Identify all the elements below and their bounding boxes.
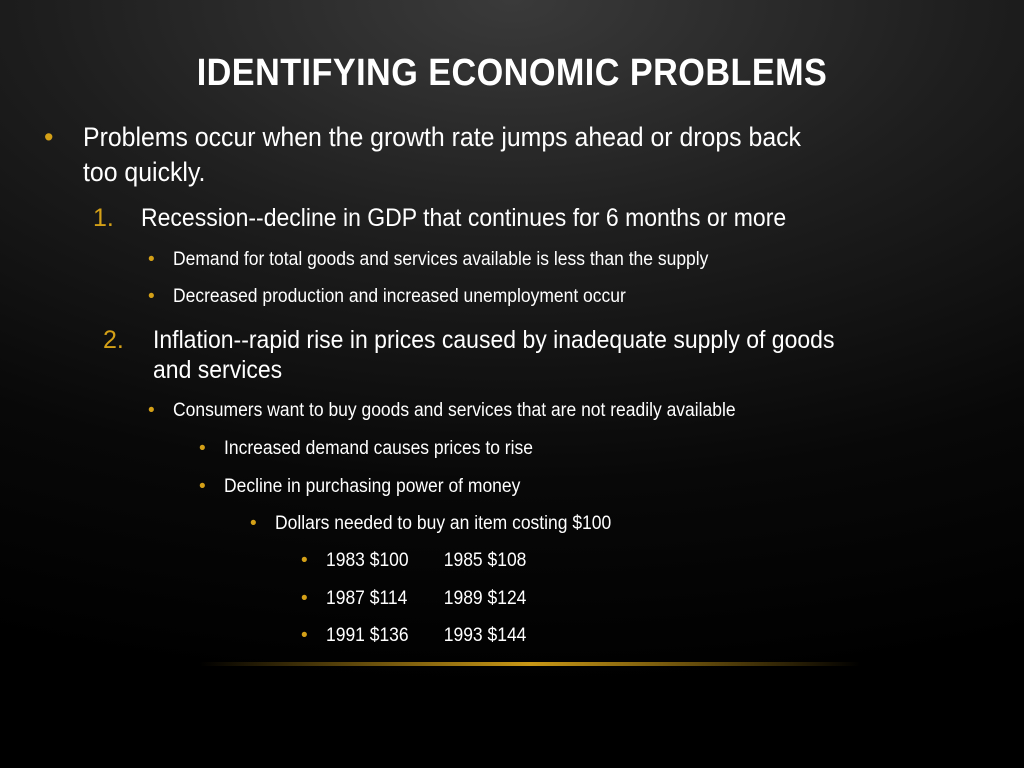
list-number-2: 2. [103,326,124,354]
price-row [326,550,526,571]
bullet-icon: • [250,513,257,534]
price-entry: 1983 $100 [326,550,409,571]
bullet-icon: • [44,122,54,152]
list-number-1: 1. [93,204,114,232]
inflation-subpoint-2: Increased demand causes prices to rise [224,438,533,459]
price-row [326,625,526,646]
price-entry: 1985 $108 [443,550,527,571]
price-entry: 1989 $124 [443,588,527,609]
bullet-icon: • [148,249,155,270]
inflation-subpoint-3: Decline in purchasing power of money [224,476,521,497]
inflation-point-line2: and services [153,356,283,384]
main-point-line1: Problems occur when the growth rate jumps ahead or drops back [83,122,801,152]
dollars-needed-header: Dollars needed to buy an item costing $100 [275,513,612,534]
bullet-icon: • [301,588,308,609]
bullet-icon: • [199,438,206,459]
bullet-icon: • [301,625,308,646]
recession-point: Recession--decline in GDP that continues for 6 months or more [141,204,787,232]
recession-subpoint-2: Decreased production and increased unemployment occur [173,286,626,307]
price-row [326,588,526,609]
bullet-icon: • [148,400,155,421]
main-point-line2: too quickly. [83,157,206,187]
bullet-icon: • [199,476,206,497]
decorative-gold-divider [200,662,860,666]
recession-subpoint-1: Demand for total goods and services available is less than the supply [173,249,709,270]
price-entry: 1991 $136 [326,625,409,646]
inflation-subpoint-1: Consumers want to buy goods and services that are not readily available [173,400,736,421]
price-entry: 1987 $114 [326,588,408,609]
inflation-point-line1: Inflation--rapid rise in prices caused by inadequate supply of goods [153,326,835,354]
bullet-icon: • [148,286,155,307]
bullet-icon: • [301,550,308,571]
slide-title: IDENTIFYING ECONOMIC PROBLEMS [196,52,828,94]
price-entry: 1993 $144 [443,625,527,646]
